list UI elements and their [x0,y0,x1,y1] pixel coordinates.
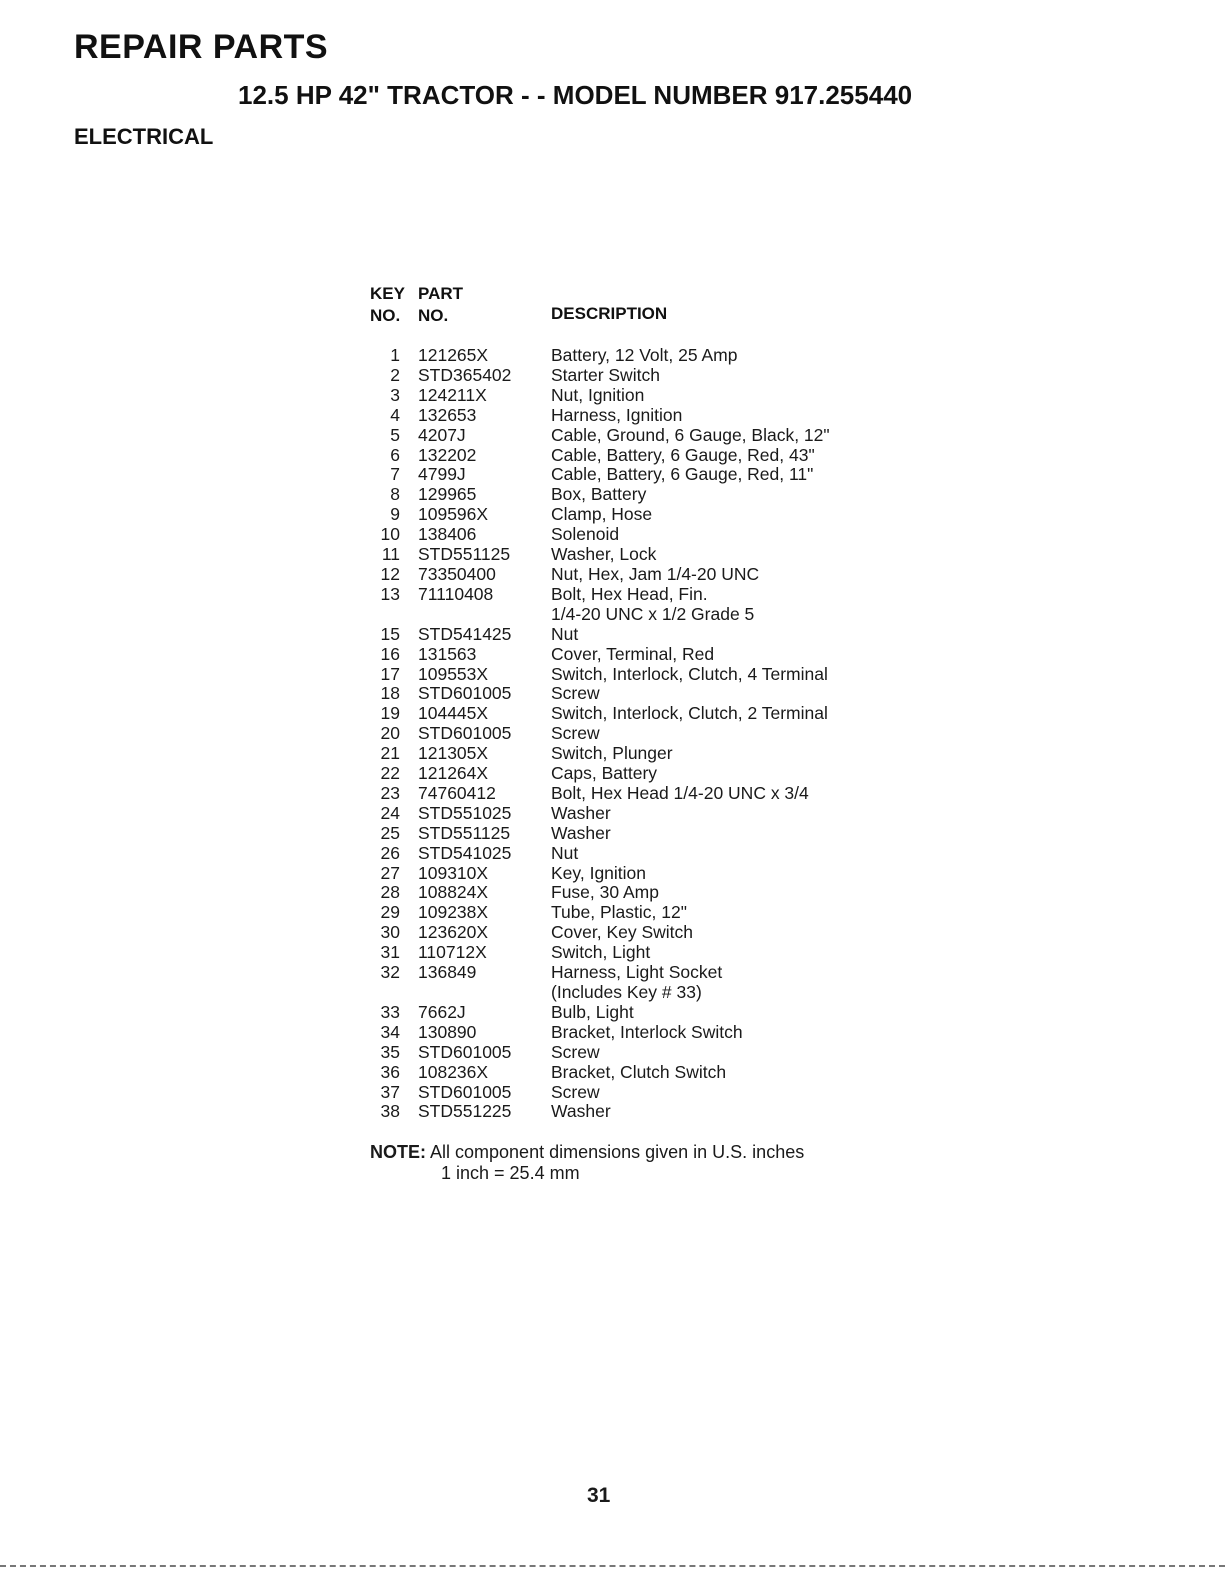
table-row [370,625,930,645]
key-no: 8 [390,484,400,505]
table-row [370,545,930,565]
part-description: Screw [551,1041,600,1062]
part-no: 104445X [418,703,489,724]
part-no: 109596X [418,504,489,525]
key-no: 13 [380,583,400,604]
part-description: Switch, Plunger [551,743,673,764]
table-row [370,784,930,804]
table-row [370,724,930,744]
part-no: 130890 [418,1021,477,1042]
note-line1 [370,1142,804,1163]
part-description: Box, Battery [551,484,647,505]
table-row [370,485,930,505]
part-description: Switch, Interlock, Clutch, 2 Terminal [551,703,828,724]
part-no: STD601005 [418,723,512,744]
part-description: Bolt, Hex Head 1/4-20 UNC x 3/4 [551,782,809,803]
part-no: 136849 [418,962,477,983]
table-row [370,525,930,545]
table-row [370,764,930,784]
part-header-line2: NO. [418,306,449,325]
table-row [370,346,930,366]
part-description: Cover, Key Switch [551,922,693,943]
table-row [370,1003,930,1023]
part-description: Bracket, Clutch Switch [551,1061,727,1082]
table-row [370,386,930,406]
part-description: Screw [551,1081,600,1102]
part-no: STD551125 [418,822,511,843]
table-row [370,1063,930,1083]
parts-table [370,284,930,1122]
part-no: STD601005 [418,1041,512,1062]
part-no: STD541025 [418,842,512,863]
part-description: Harness, Light Socket (Includes Key # 33) [551,962,723,1002]
key-no: 4 [390,404,400,425]
part-no: 109310X [418,862,489,883]
note-label: NOTE: [370,1142,426,1162]
key-no: 26 [380,842,400,863]
key-no: 29 [380,902,400,923]
table-row [370,883,930,903]
part-no: 123620X [418,922,489,943]
part-no: STD551125 [418,544,511,565]
part-description: Screw [551,683,600,704]
key-no: 37 [380,1081,400,1102]
part-no: 73350400 [418,563,496,584]
part-description: Clamp, Hose [551,504,653,525]
page-title: REPAIR PARTS [74,28,329,66]
key-no: 22 [380,763,400,784]
key-no: 16 [380,643,400,664]
part-no: 109238X [418,902,489,923]
part-no: STD551025 [418,802,512,823]
part-no: 121264X [418,763,489,784]
key-no: 18 [380,683,400,704]
key-no: 15 [380,623,400,644]
part-description: Switch, Light [551,942,651,963]
table-row [370,366,930,386]
part-description: Caps, Battery [551,763,658,784]
note [370,1142,804,1184]
part-description: Solenoid [551,524,620,545]
key-no: 5 [390,424,400,445]
table-row [370,963,930,1003]
table-row [370,446,930,466]
part-description: Tube, Plastic, 12" [551,902,687,923]
part-no: 7662J [418,1001,466,1022]
part-description: Bracket, Interlock Switch [551,1021,743,1042]
table-row [370,585,930,625]
table-row [370,864,930,884]
table-row [370,665,930,685]
key-no: 11 [381,544,400,565]
part-description: Harness, Ignition [551,404,683,425]
part-header-line1: PART [418,284,464,303]
part-description: Cable, Battery, 6 Gauge, Red, 43" [551,444,815,465]
part-no: 124211X [418,384,487,405]
part-no: 132653 [418,404,477,425]
table-row [370,426,930,446]
table-rows [370,346,930,1122]
part-no: STD365402 [418,364,512,385]
table-header [370,284,930,332]
part-no: 121265X [418,345,489,365]
part-no: 129965 [418,484,477,505]
key-no: 19 [380,703,400,724]
key-no: 3 [390,384,400,405]
key-no: 2 [390,364,400,385]
part-description: Nut, Hex, Jam 1/4-20 UNC [551,563,760,584]
key-no: 25 [380,822,400,843]
part-no: 108824X [418,882,489,903]
part-no: 71110408 [418,583,494,604]
part-description: Bulb, Light [551,1001,634,1022]
table-row [370,744,930,764]
key-no: 17 [380,663,400,684]
part-description: Washer [551,1101,611,1122]
part-no: 4207J [418,424,466,445]
key-no: 38 [380,1101,400,1122]
part-description: Cable, Battery, 6 Gauge, Red, 11" [551,464,814,485]
table-row [370,684,930,704]
part-no: 108236X [418,1061,489,1082]
part-description: Nut [551,623,579,644]
section-title: ELECTRICAL [74,124,214,149]
page-number: 31 [587,1484,611,1507]
part-no: 74760412 [418,782,496,803]
page-subtitle: 12.5 HP 42" TRACTOR - - MODEL NUMBER 917.255440 [238,80,913,110]
table-row [370,505,930,525]
part-no: STD601005 [418,683,512,704]
table-row [370,704,930,724]
key-no: 34 [380,1021,400,1042]
key-no: 6 [390,444,400,465]
part-no: 109553X [418,663,489,684]
key-no: 7 [390,464,400,485]
table-row [370,923,930,943]
key-no: 10 [380,524,400,545]
key-no: 20 [380,723,400,744]
part-description: Washer, Lock [551,544,657,565]
part-description: Nut [551,842,579,863]
key-no: 28 [380,882,400,903]
part-no: 4799J [418,464,466,485]
table-row [370,824,930,844]
part-no: 132202 [418,444,477,465]
part-no: 131563 [418,643,477,664]
description-header: DESCRIPTION [551,304,668,323]
key-no: 24 [380,802,400,823]
table-row [370,1043,930,1063]
part-no: 121305X [418,743,489,764]
table-row [370,465,930,485]
key-no: 12 [380,563,400,584]
part-description: Screw [551,723,600,744]
table-row [370,804,930,824]
part-no: 110712X [418,942,487,963]
table-row [370,1083,930,1103]
key-no: 35 [380,1041,400,1062]
key-no: 21 [380,743,400,764]
key-no: 9 [390,504,400,525]
part-description: Washer [551,822,611,843]
table-row [370,406,930,426]
key-no: 1 [390,345,400,365]
part-description: Cable, Ground, 6 Gauge, Black, 12" [551,424,830,445]
part-no: STD551225 [418,1101,512,1122]
part-description: Switch, Interlock, Clutch, 4 Terminal [551,663,828,684]
table-row [370,565,930,585]
part-description: Bolt, Hex Head, Fin. 1/4-20 UNC x 1/2 Grade 5 [551,583,755,624]
key-no: 31 [380,942,400,963]
part-no: STD541425 [418,623,512,644]
table-row [370,903,930,923]
key-header-line1: KEY [370,284,405,303]
table-row [370,645,930,665]
part-description: Nut, Ignition [551,384,645,405]
key-no: 33 [380,1001,400,1022]
part-description: Washer [551,802,611,823]
part-description: Cover, Terminal, Red [551,643,715,664]
key-no: 27 [380,862,400,883]
bottom-rule [0,1565,1225,1567]
table-row [370,943,930,963]
part-description: Fuse, 30 Amp [551,882,659,903]
part-description: Battery, 12 Volt, 25 Amp [551,345,738,365]
key-header-line2: NO. [370,306,401,325]
key-no: 32 [380,962,400,983]
note-text-1: All component dimensions given in U.S. inches [430,1142,805,1162]
note-line2: 1 inch = 25.4 mm [441,1163,580,1183]
part-description: Key, Ignition [551,862,647,883]
table-row [370,1023,930,1043]
table-row [370,1102,930,1122]
key-no: 30 [380,922,400,943]
part-no: 138406 [418,524,477,545]
part-description: Starter Switch [551,364,660,385]
table-row [370,844,930,864]
key-no: 23 [380,782,400,803]
key-no: 36 [380,1061,400,1082]
part-no: STD601005 [418,1081,512,1102]
